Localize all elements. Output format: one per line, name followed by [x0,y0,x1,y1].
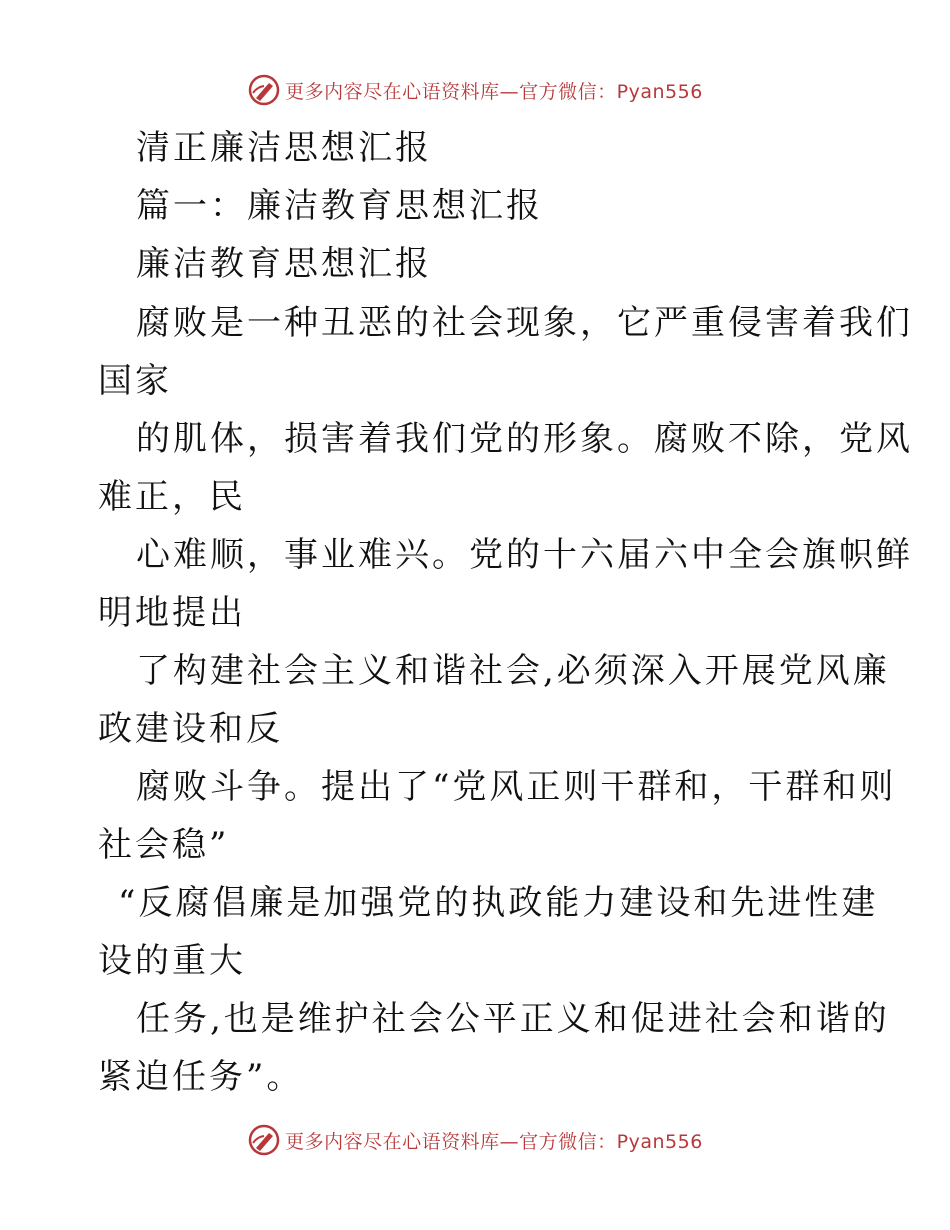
header-banner [0,70,950,110]
paragraph-line: 社会稳” [98,825,230,865]
paragraph-line: “反腐倡廉是加强党的执政能力建设和先进性建 [118,883,879,923]
paragraph-line: 难正，民 [98,477,246,517]
paragraph-line: 了构建社会主义和谐社会,必须深入开展党风廉 [136,651,890,691]
pen-logo-icon [247,1123,281,1157]
paragraph-line: 紧迫任务”。 [98,1057,304,1097]
paragraph-line: 任务,也是维护社会公平正义和促进社会和谐的 [136,999,890,1039]
paragraph-line: 国家 [98,361,172,401]
section-subtitle: 廉洁教育思想汇报 [136,244,432,284]
header-banner-text: 更多内容尽在心语资料库—官方微信：Pyan556 [285,80,703,103]
paragraph-line: 腐败是一种丑恶的社会现象，它严重侵害着我们 [136,303,913,343]
footer-banner [0,1120,950,1160]
paragraph-line: 明地提出 [98,593,246,633]
paragraph-line: 的肌体，损害着我们党的形象。腐败不除，党风 [136,419,913,459]
paragraph-line: 设的重大 [98,941,246,981]
document-title: 清正廉洁思想汇报 [136,128,432,168]
paragraph-line: 腐败斗争。提出了“党风正则干群和，干群和则 [136,767,897,807]
footer-banner-text: 更多内容尽在心语资料库—官方微信：Pyan556 [285,1130,703,1153]
paragraph-line: 政建设和反 [98,709,283,749]
paragraph-line: 心难顺，事业难兴。党的十六届六中全会旗帜鲜 [136,535,913,575]
section-heading: 篇一：廉洁教育思想汇报 [136,186,543,226]
pen-logo-icon [247,73,281,107]
